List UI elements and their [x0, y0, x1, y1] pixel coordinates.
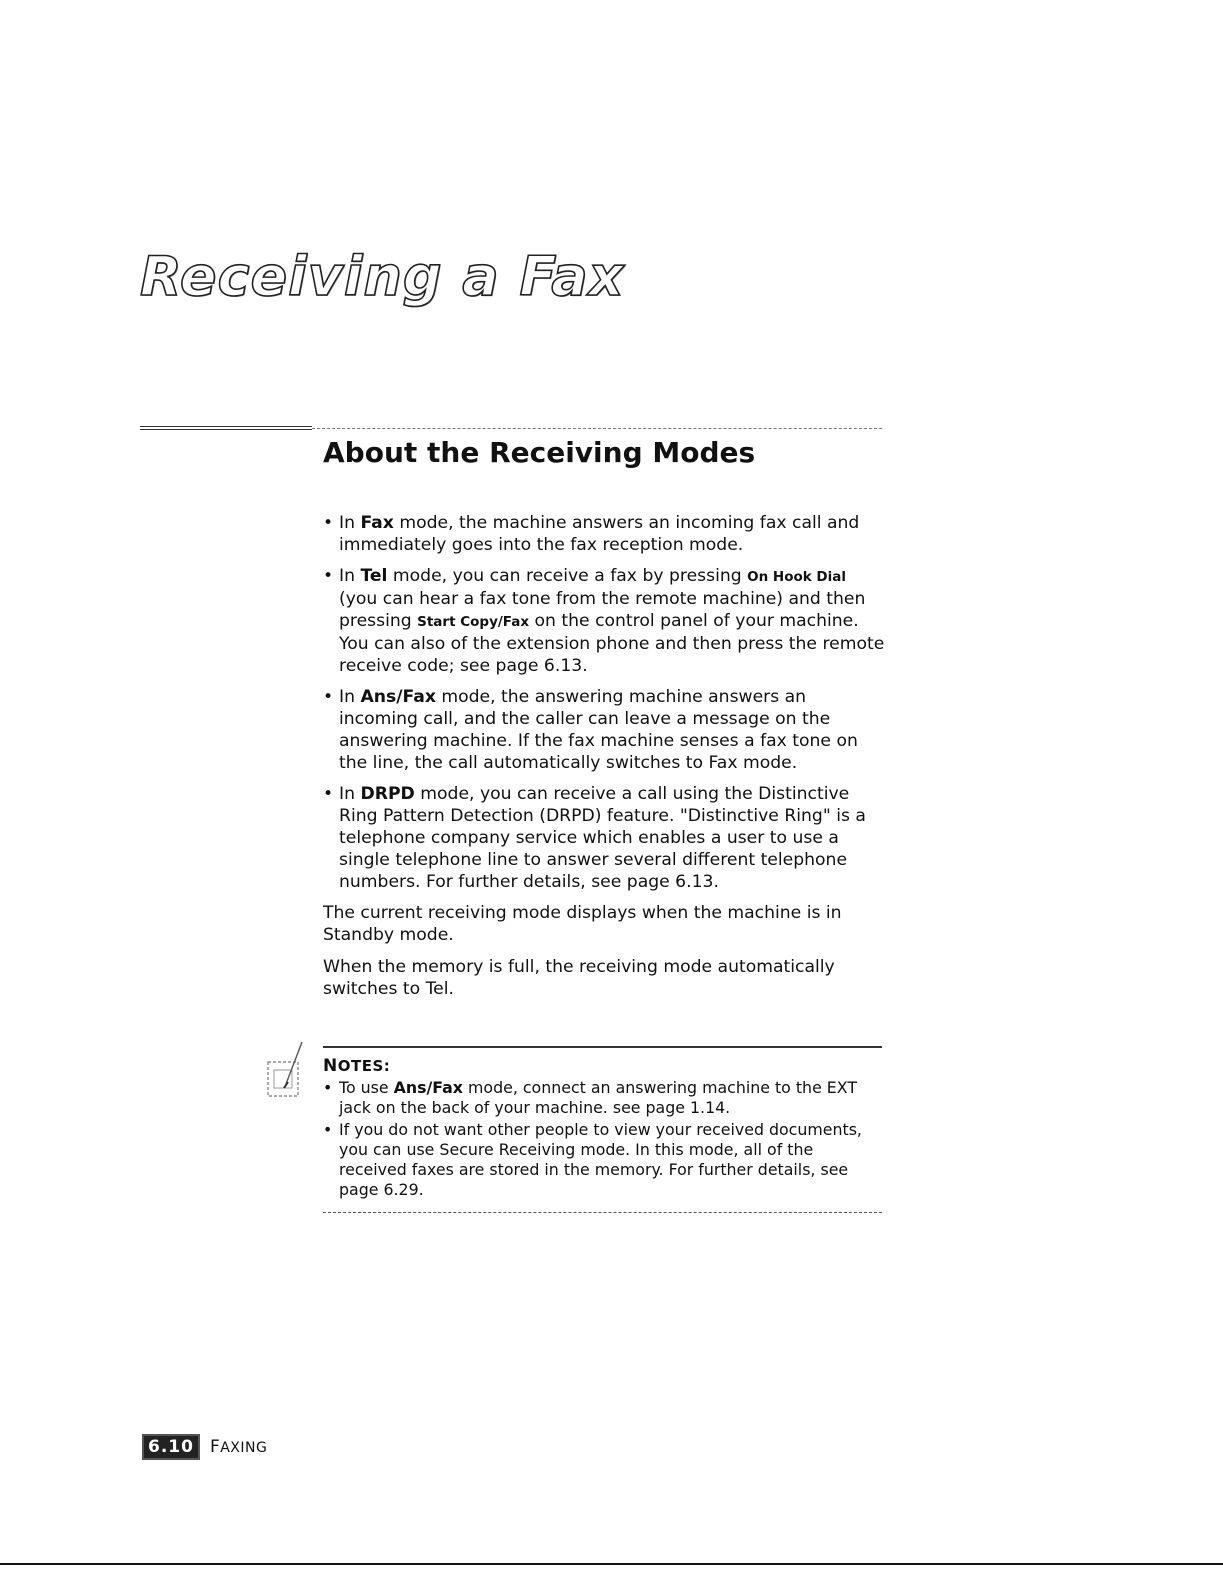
notes-rule-top — [323, 1046, 882, 1048]
mode-name: Fax — [360, 513, 394, 533]
section-rule-thick — [140, 426, 312, 430]
mode-name: DRPD — [360, 784, 415, 804]
footer-chapter-label: FAXING — [209, 1437, 268, 1457]
notes-box — [323, 1056, 885, 1202]
receiving-modes-list — [323, 512, 885, 893]
page-bottom-border — [0, 1563, 1223, 1565]
mode-item-drpd: • In DRPD mode, you can receive a call using the Distinctive Ring Pattern Detection (DRPD) feature. "Distinctive Ring" is a telephone company service which enables a user to use a single telephone line to answer several different telephone numbers. For further details, see page 6.13. — [323, 783, 885, 893]
page-number-badge: 6.10 — [142, 1434, 200, 1460]
key-label-start-copy-fax: Start Copy/Fax — [417, 614, 530, 630]
mode-name: Tel — [360, 566, 388, 586]
paragraph-memory-full: When the memory is full, the receiving mode automatically switches to Tel. — [323, 957, 835, 999]
note-item-secure-receiving: • If you do not want other people to view your received documents, you can use Secure Receiving mode. In this mode, all of the received faxes are stored in the memory. For further details, see page 6.29. — [323, 1120, 885, 1200]
chapter-title: Receiving a Fax — [140, 245, 625, 308]
notes-list — [323, 1078, 885, 1200]
body-text — [323, 512, 885, 1010]
note-item-ans-fax: • To use Ans/Fax mode, connect an answering machine to the EXT jack on the back of your machine. see page 1.14. — [323, 1078, 885, 1118]
key-label-on-hook-dial: On Hook Dial — [747, 569, 846, 585]
section-title: About the Receiving Modes — [323, 436, 756, 469]
section-rule-thin — [312, 428, 882, 429]
page-footer — [142, 1434, 267, 1460]
mode-item-ans-fax: • In Ans/Fax mode, the answering machine answers an incoming call, and the caller can leave a message on the answering machine. If the fax machine senses a fax tone on the line, the call automatically switches to Fax mode. — [323, 686, 885, 774]
mode-item-tel: • In Tel mode, you can receive a fax by pressing On Hook Dial (you can hear a fax tone from the remote machine) and then pressing Start Copy/Fax on the control panel of your machine. You can also of the extension phone and then press the remote receive code; see page 6.13. — [323, 565, 885, 677]
notes-heading: NOTES: — [323, 1056, 391, 1076]
note-pencil-icon — [258, 1040, 308, 1100]
notes-rule-bottom — [323, 1212, 882, 1213]
paragraph-standby: The current receiving mode displays when the machine is in Standby mode. — [323, 903, 842, 945]
mode-name: Ans/Fax — [393, 1078, 463, 1097]
mode-name: Ans/Fax — [360, 687, 436, 707]
mode-item-fax: • In Fax mode, the machine answers an incoming fax call and immediately goes into the fax reception mode. — [323, 512, 885, 556]
